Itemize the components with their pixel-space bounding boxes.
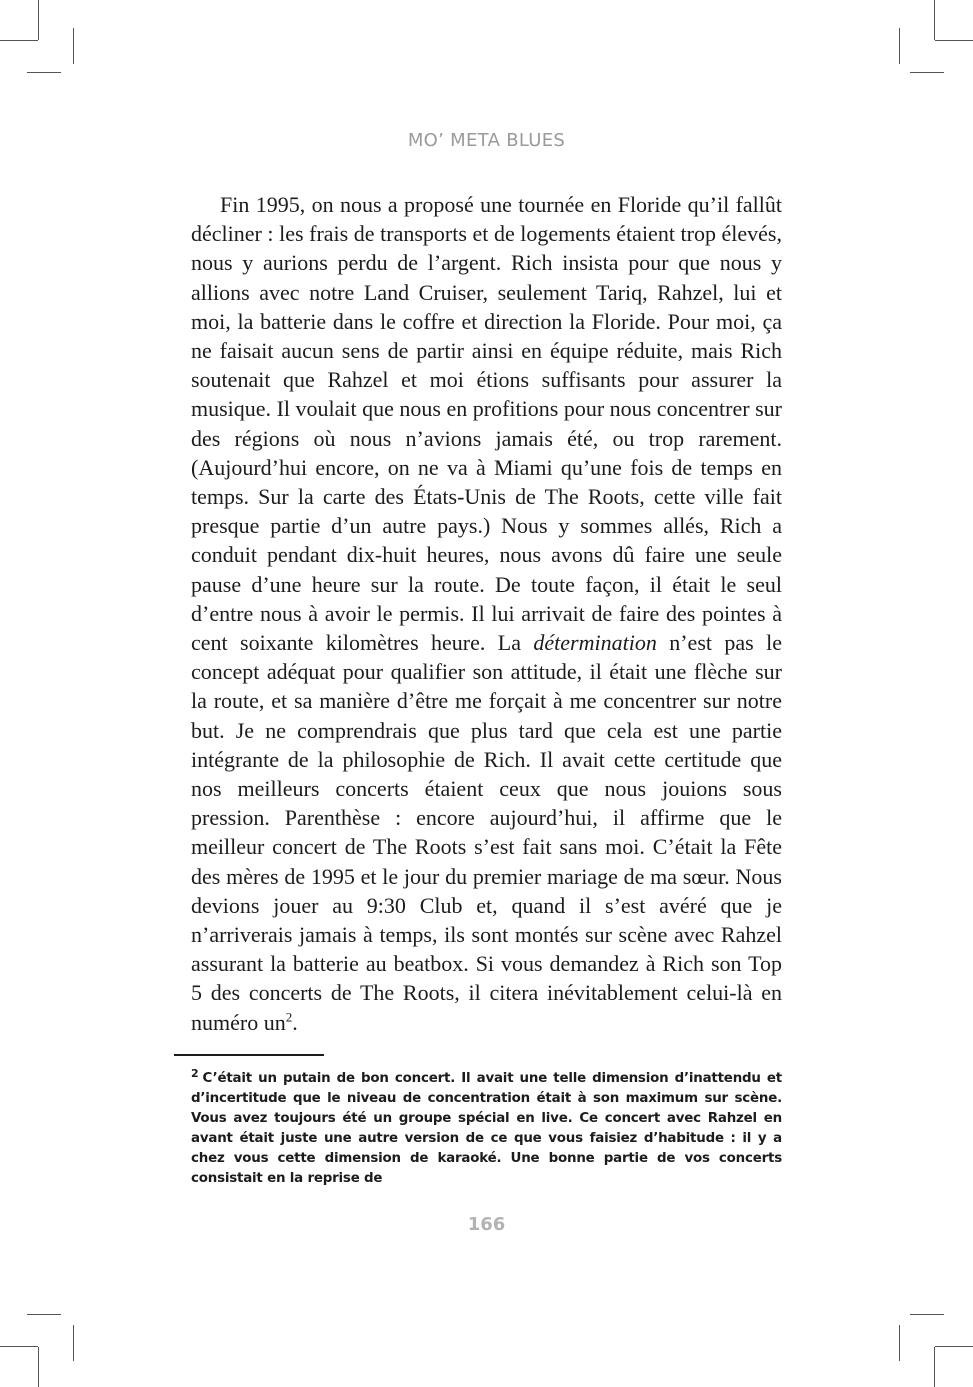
crop-mark-top-left-outer-horizontal (0, 40, 38, 41)
crop-mark-bottom-left-outer-horizontal (0, 1346, 38, 1347)
crop-mark-bottom-right-outer-vertical (934, 1347, 935, 1387)
crop-mark-bottom-right-horizontal (910, 1314, 944, 1315)
body-paragraph (191, 190, 782, 1037)
crop-mark-bottom-left-outer-vertical (38, 1347, 39, 1387)
body-text-end: . (292, 1009, 298, 1035)
crop-mark-top-right-vertical (899, 28, 900, 64)
crop-mark-bottom-left-horizontal (27, 1314, 61, 1315)
crop-mark-top-right-horizontal (910, 72, 944, 73)
body-text-part-2: n’est pas le concept adéquat pour qualifier son attitude, il était une flèche sur la route, et sa manière d’être me forçait à me concentrer sur notre but. Je ne comprendrais que plus tard que cela est une partie intégrante de la philosophie de Rich. Il avait cette certitude que nos meilleurs concerts étaient ceux que nous jouions sous pression. Parenthèse : encore aujourd’hui, il affirme que le meilleur concert de The Roots s’est fait sans moi. C’était la Fête des mères de 1995 et le jour du premier mariage de ma sœur. Nous devions jouer au 9:30 Club et, quand il s’est avéré que je n’arriverais jamais à temps, ils sont montés sur scène avec Rahzel assurant la batterie au beatbox. Si vous demandez à Rich son Top 5 des concerts de The Roots, il citera inévitablement celui-là en numéro un (191, 630, 782, 1035)
footnote-marker: 2 (191, 1066, 199, 1080)
body-text-part-1: Fin 1995, on nous a proposé une tournée en Floride qu’il fallût décliner : les frais de transports et de logements étaient trop élevés, nous y aurions perdu de l’argent. Rich insista pour que nous y allions avec notre Land Cruiser, seulement Tariq, Rahzel, lui et moi, la batterie dans le coffre et direction la Floride. Pour moi, ça ne faisait aucun sens de partir ainsi en équipe réduite, mais Rich soutenait que Rahzel et moi étions suffisants pour assurer la musique. Il voulait que nous en profitions pour nous concentrer sur des régions où nous n’avions jamais été, ou trop rarement. (Aujourd’hui encore, on ne va à Miami qu’une fois de temps en temps. Sur la carte des États-Unis de The Roots, cette ville fait presque partie d’un autre pays.) Nous y sommes allés, Rich a conduit pendant dix-huit heures, nous avons dû faire une seule pause d’une heure sur la route. De toute façon, il était le seul d’entre nous à avoir le permis. Il lui arrivait de faire des pointes à cent soixante kilomètres heure. La (191, 192, 782, 656)
running-head: MO’ META BLUES (407, 130, 566, 151)
footnote (191, 1066, 782, 1189)
crop-mark-bottom-right-outer-horizontal (935, 1346, 973, 1347)
crop-mark-top-left-vertical (73, 28, 74, 64)
page-number: 166 (467, 1214, 506, 1235)
crop-mark-bottom-right-vertical (899, 1325, 900, 1361)
crop-mark-top-left-horizontal (27, 72, 61, 73)
crop-mark-bottom-left-vertical (73, 1325, 74, 1361)
footnote-text: C’était un putain de bon concert. Il avait une telle dimension d’inattendu et d’incertitude que le niveau de concentration était à son maximum sur scène. Vous avez toujours été un groupe spécial en live. Ce concert avec Rahzel en avant était juste une autre version de ce que vous faisiez d’habitude : il y a chez vous cette dimension de karaoké. Une bonne partie de vos concerts consistait en la reprise de (191, 1071, 782, 1186)
footnote-reference[interactable]: 2 (285, 1009, 293, 1025)
crop-mark-top-left-outer-vertical (38, 0, 39, 40)
footnote-separator (174, 1054, 324, 1056)
crop-mark-top-right-outer-horizontal (935, 40, 973, 41)
crop-mark-top-right-outer-vertical (934, 0, 935, 40)
emphasized-word: détermination (533, 630, 657, 656)
